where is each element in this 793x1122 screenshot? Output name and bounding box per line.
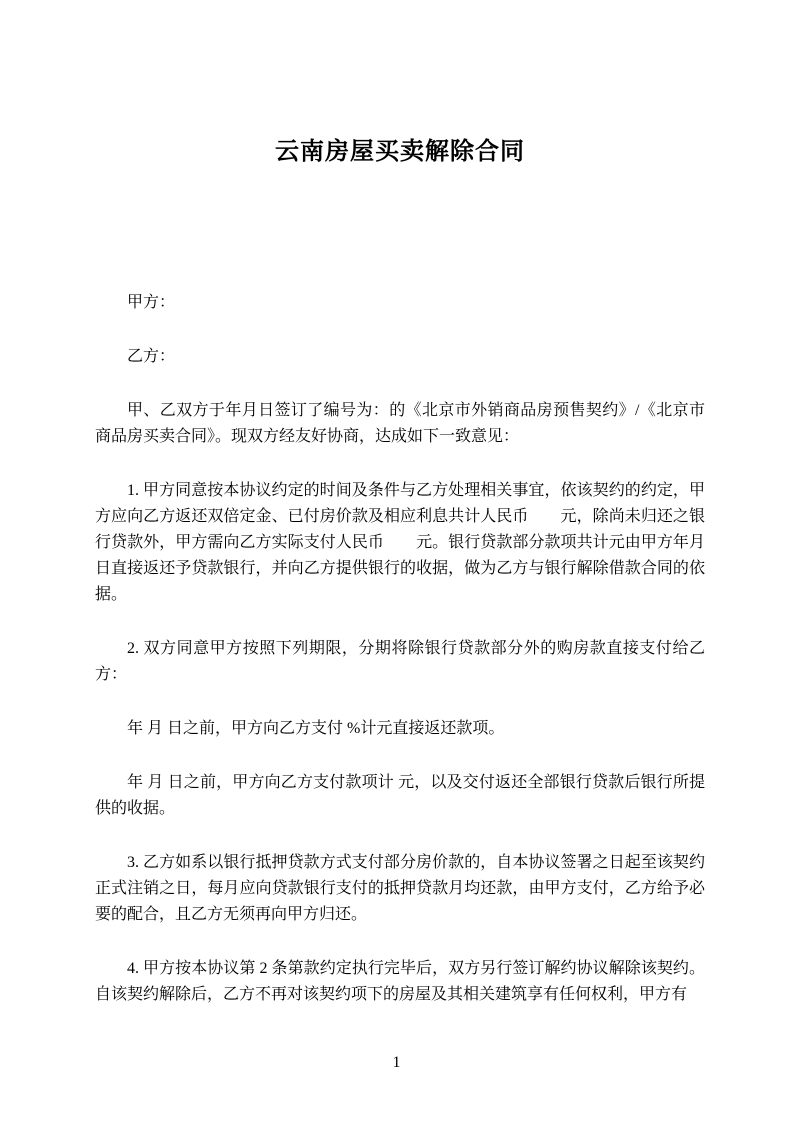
clause-3-paragraph: 3. 乙方如系以银行抵押贷款方式支付部分房价款的，自本协议签署之日起至该契约正式注销之日，每月应向贷款银行支付的抵押贷款月均还款，由甲方支付，乙方给予必要的配合，且乙方无须再向甲方归还。 bbox=[95, 854, 705, 923]
clause-1-paragraph: 1. 甲方同意按本协议约定的时间及条件与乙方处理相关事宜，依该契约的约定，甲方应向乙方返还双倍定金、已付房价款及相应利息共计人民币 元，除尚未归还之银行贷款外，甲方需向乙方实际支付人民币 元。银行贷款部分款项共计元由甲方年月日直接返还予贷款银行，并向乙方提供银行的收据，做为乙方与银行解除借款合同的依据。 bbox=[95, 482, 705, 603]
payment-schedule-line-1: 年 月 日之前，甲方向乙方支付 %计元直接返还款项。 bbox=[127, 720, 505, 737]
payment-schedule-line-2: 年 月 日之前，甲方向乙方支付款项计 元，以及交付返还全部银行贷款后银行所提供的收据。 bbox=[95, 774, 705, 817]
intro-paragraph: 甲、乙双方于年月日签订了编号为：的《北京市外销商品房预售契约》/《北京市商品房买卖合同》。现双方经友好协商，达成如下一致意见： bbox=[95, 402, 705, 445]
clause-4-paragraph: 4. 甲方按本协议第 2 条第款约定执行完毕后，双方另行签订解约协议解除该契约。自该契约解除后，乙方不再对该契约项下的房屋及其相关建筑享有任何权利，甲方有 bbox=[95, 960, 705, 1003]
clause-2-paragraph: 2. 双方同意甲方按照下列期限，分期将除银行贷款部分外的购房款直接支付给乙方： bbox=[95, 640, 705, 683]
document-title: 云南房屋买卖解除合同 bbox=[275, 139, 525, 165]
party-b-line: 乙方： bbox=[127, 348, 176, 365]
party-a-line: 甲方： bbox=[127, 294, 176, 311]
page-number: 1 bbox=[392, 1054, 401, 1071]
